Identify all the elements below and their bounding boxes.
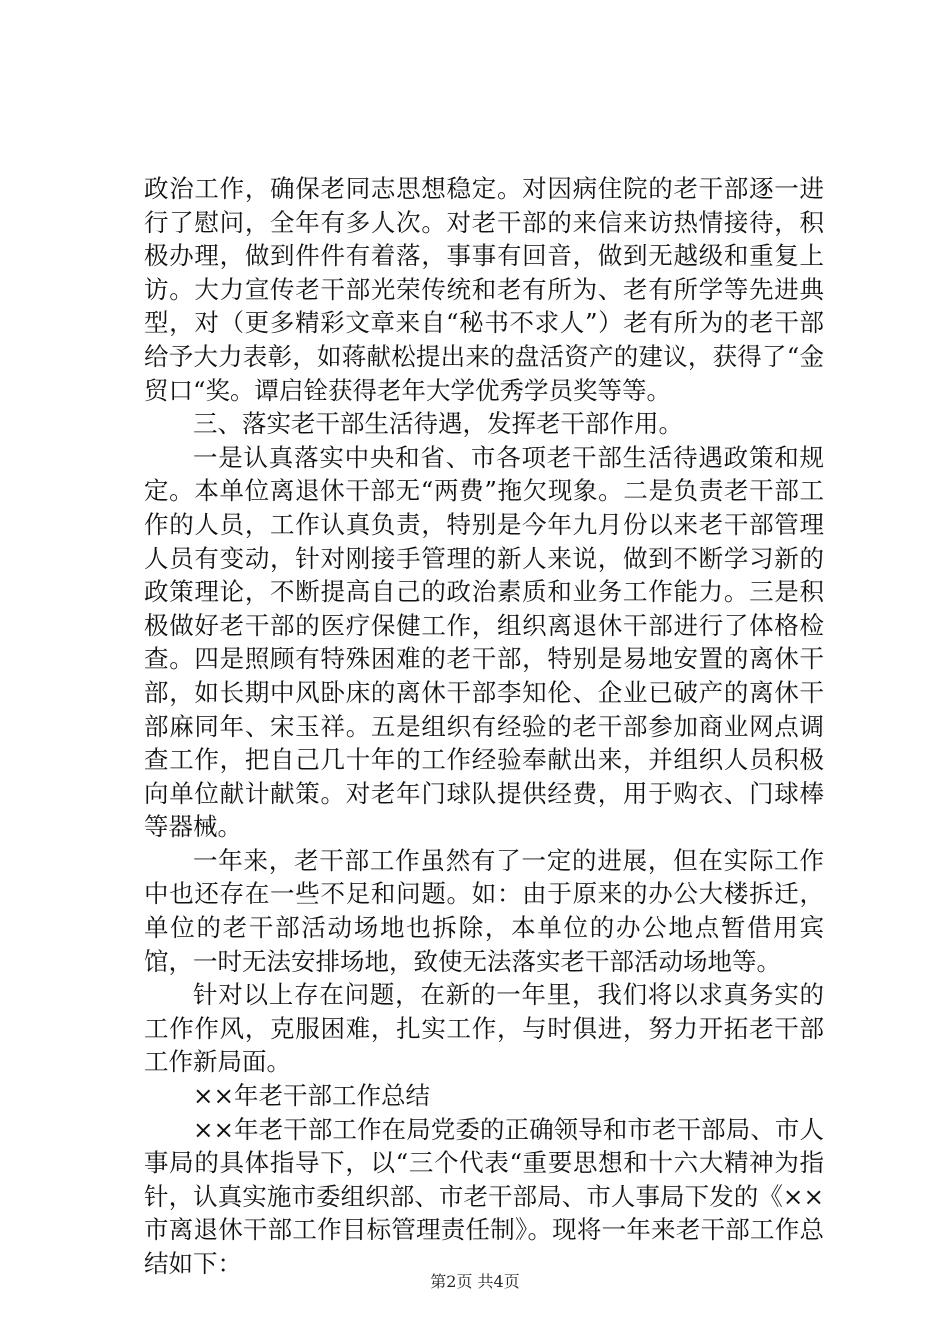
paragraph-continuation: 政治工作，确保老同志思想稳定。对因病住院的老干部逐一进行了慰问，全年有多人次。对老干部的来信来访热情接待，积极办理，做到件件有着落，事事有回音，做到无越级和重复上访。大力宣传老干部光荣传统和老有所为、老有所学等先进典型，对（更多精彩文章来自“秘书不求人”）老有所为的老干部给予大力表彰，如蒋献松提出来的盘活资产的建议，获得了“金贸口“奖。谭启铨获得老年大学优秀学员奖等等。	[144, 174, 824, 405]
document-title: ××年老干部工作总结	[193, 1081, 431, 1111]
paragraph: 一年来，老干部工作虽然有了一定的进展，但在实际工作中也还存在一些不足和问题。如：由于原来的办公大楼拆迁，单位的老干部活动场地也拆除，本单位的办公地点暂借用宾馆，一时无法安排场地，致使无法落实老干部活动场地等。	[144, 845, 824, 976]
page-number: 第2页 共4页	[430, 1272, 520, 1291]
paragraph: 针对以上存在问题，在新的一年里，我们将以求真务实的工作作风，克服困难，扎实工作，与时俱进，努力开拓老干部工作新局面。	[144, 980, 824, 1077]
section-heading: 三、落实老干部生活待遇，发挥老干部作用。	[193, 409, 683, 439]
paragraph: 一是认真落实中央和省、市各项老干部生活待遇政策和规定。本单位离退休干部无“两费”拖欠现象。二是负责老干部工作的人员，工作认真负责，特别是今年九月份以来老干部管理人员有变动，针对刚接手管理的新人来说，做到不断学习新的政策理论，不断提高自己的政治素质和业务工作能力。三是积极做好老干部的医疗保健工作，组织离退休干部进行了体格检查。四是照顾有特殊困难的老干部，特别是易地安置的离休干部，如长期中风卧床的离休干部李知伦、企业已破产的离休干部麻同年、宋玉祥。五是组织有经验的老干部参加商业网点调查工作，把自己几十年的工作经验奉献出来，并组织人员积极向单位献计献策。对老年门球队提供经费，用于购衣、门球棒等器械。	[144, 442, 824, 842]
document-body	[144, 172, 824, 1281]
paragraph: ××年老干部工作在局党委的正确领导和市老干部局、市人事局的具体指导下，以“三个代表“重要思想和十六大精神为指针，认真实施市委组织部、市老干部局、市人事局下发的《××市离退休干部工作目标管理责任制》。现将一年来老干部工作总结如下：	[144, 1114, 824, 1278]
